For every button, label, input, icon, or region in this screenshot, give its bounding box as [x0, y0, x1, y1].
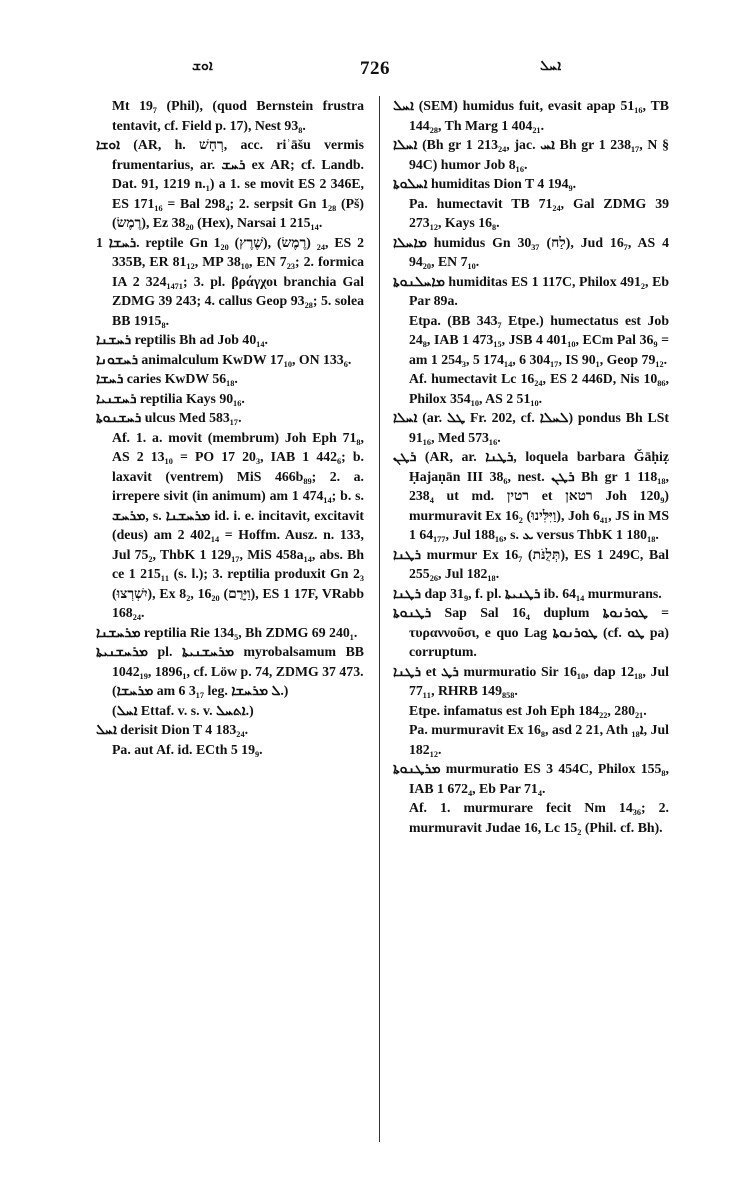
right-column [393, 96, 673, 837]
entry-continuation: Etpe. infamatus est Joh Eph 184₂₂, 280₂₁. [409, 702, 647, 718]
entry-continuation: (ܡܪܚܫܐ am 6 3₁₇ leg. ܠ ܡܪܚܫܐ.) [112, 683, 289, 698]
page-number: 726 [360, 58, 390, 79]
dictionary-entry: ܪܚܫܢܐ reptilis Bh ad Job 40₁₄. [96, 332, 268, 347]
dictionary-entry: ܡܪܚܫܢܝܬܐ pl. ܡܪܚܫܢܝܬܐ myrobalsamum BB 1042₁₉, 1896₁, cf. Löw p. 74, ZDMG 37 473. [96, 644, 368, 679]
dictionary-entry: ܪܛܢ (AR, ar. ܪܛܢܐ, loquela barbara Ǧāḥiẓ Ḥajaṇān III 38₆, nest. ܪܛܢ Bh gr 1 118₁₈, 238₄ ut md. רטין et רטאן Joh 120₉) murmuravit Ex 16₂ (וַיִּלִּינוּ), Joh 6₄₁, JS in MS 1 64₁₇₇, Jul 188₁₆, s. ܥ versus ThbK 1 180₁₈. [393, 449, 673, 542]
dictionary-entry: ܐܚܠܘܬܐ humiditas Dion T 4 194₉. [393, 176, 577, 191]
entry-continuation: Af. humectavit Lc 16₂₄, ES 2 446D, Nis 10₈₆, Philox 354₁₀, AS 2 51₁₀. [409, 371, 673, 406]
dictionary-entry: ܪܚܫܢܝܐ reptilia Kays 90₁₆. [96, 390, 245, 406]
dictionary-entry: ܪܛܢܐ et ܪܛ murmuratio Sir 16₁₀, dap 12₁₈, Jul 77₁₁, RHRB 149₈₅₈. [393, 663, 673, 698]
entry-continuation: Etpa. (BB 343₇ Etpe.) humectatus est Job 24₈, IAB 1 473₁₅, JSB 4 401₁₀, ECm Pal 36₉ = am 1 254₃, 5 174₁₄, 6 304₁₇, IS 90₁, Geop 79₁₂. [409, 312, 673, 367]
dictionary-entry: ܪܚܫܐ caries KwDW 56₁₈. [96, 371, 238, 386]
dictionary-entry: ܪܚܫܐ 1. reptile Gn 1₂₀ (שֶׁרֶץ), ₂₄ (רֶמֶשׂ), ES 2 335B, ER 81₁₂, MP 38₁₀, EN 7₂₃; 2. formica IA 2 324₁₄₇₁; 3. pl. βράγχοι branchia Gal ZDMG 39 243; 4. callus Geop 93₂₈; 5. solea BB 1915₈. [96, 234, 368, 328]
dictionary-entry: ܪܚܫܘܢܐ animalculum KwDW 17₁₀, ON 133₆. [96, 351, 352, 367]
dictionary-entry: ܐܘܫܐ (AR, h. רְחָשׁ, acc. riʾāšu vermis frumentarius, ar. ܪܚܫ ex AR; cf. Landb. Dat. 91, 1219 n.₁) a 1. se movit ES 2 346E, ES 171₁₆ = Bal 298₄; 2. serpsit Gn 1₂₈ (Pš) (רֶמֶשׂ), Ez 38₂₀ (Hex), Narsai 1 215₁₄. [96, 137, 368, 230]
left-column [96, 96, 368, 759]
dictionary-entry: ܡܪܚܫܢܐ reptilia Rie 134₅, Bh ZDMG 69 240₁. [96, 624, 358, 640]
dictionary-entry: ܐܚܠܐ (Bh gr 1 213₂₄, jac. ܐܚ Bh gr 1 238₁₇, N § 94C) humor Job 8₁₆. [393, 137, 673, 172]
entry-continuation: Mt 19₇ (Phil), (quod Bernstein frustra tentavit, cf. Field p. 17), Nest 93₈. [112, 98, 368, 133]
page-header [0, 58, 750, 82]
entry-continuation: Pa. humectavit TB 71₂₄, Gal ZDMG 39 273₁₂, Kays 16₈. [409, 195, 673, 230]
entry-continuation: Pa. murmuravit Ex 16₈, asd 2 21, Ath ܐ₁₈, Jul 182₁₂. [409, 722, 673, 757]
dictionary-entry: ܐܚܠ derisit Dion T 4 183₂₄. [96, 722, 249, 737]
dictionary-entry: ܐܚܠܐ (ar. ܛܠ Fr. 202, cf. ܠܚܠܐ) pondus Bh LSt 91₁₆, Med 573₁₆. [393, 410, 673, 445]
entry-continuation: Af. 1. a. movit (membrum) Joh Eph 71₈, AS 2 13₁₀ = PO 17 20₃, IAB 1 442₆; b. laxavit (ventrem) MiS 466b₈₉; 2. a. irrepere sivit (in animum) am 1 474₁₄; b. s. ܡܪܚܫ, s. ܡܪܚܫܢܐ id. i. e. incitavit, excitavit (deus) am 2 402₁₄ = Hoffm. Ausz. n. 133, Jul 75₂, ThbK 1 129₁₇, MiS 458a₁₄, abs. Bh ce 1 215₁₁ (s. l.); 3. reptilia produxit Gn 2₃ (יִשְׁרְצוּ), Ex 8₂, 16₂₀ (וַיָּרֻם), ES 1 17F, VRabb 168₂₄. [112, 429, 368, 620]
dictionary-entry: ܪܛܢܘܬܐ Sap Sal 16₄ duplum ܛܘܪܢܘܬܐ = τυραννοῦσι, e quo Lag ܛܘܪܢܘܬܐ (cf. ܛܘ pa) corruptum. [393, 605, 673, 659]
entry-continuation: (ܐܚܠ Ettaf. v. s. v. ܐܬܚܠ.) [112, 702, 254, 718]
dictionary-entry: ܪܛܢܐ dap 31₉, f. pl. ܪܛܢܝܬܐ ib. 64₁₄ murmurans. [393, 585, 662, 601]
entry-continuation: Pa. aut Af. id. ECth 5 19₉. [112, 741, 263, 757]
header-right-catchword: ܐܚܠ [540, 58, 562, 74]
dictionary-entry: ܐܚܠ (SEM) humidus fuit, evasit apap 51₁₆, TB 144₂₈, Th Marg 1 404₂₁. [393, 98, 673, 133]
dictionary-entry: ܡܐܚܠܢܘܬܐ humiditas ES 1 117C, Philox 491₂, Eb Par 89a. [393, 273, 673, 308]
dictionary-entry: ܡܪܛܢܘܬܐ murmuratio ES 3 454C, Philox 155₈, IAB 1 672₄, Eb Par 71₄. [393, 761, 673, 796]
column-divider [379, 96, 380, 1142]
dictionary-entry: ܡܐܚܠܐ humidus Gn 30₃₇ (לַח), Jud 16₇, AS 4 94₂₀, EN 7₁₀. [393, 234, 673, 269]
dictionary-entry: ܪܛܢܐ murmur Ex 16₇ (תְּלֻנֹּת), ES 1 249C, Bal 255₂₆, Jul 182₁₈. [393, 546, 673, 581]
dictionary-entry: ܪܚܫܢܘܬܐ ulcus Med 583₁₇. [96, 410, 242, 425]
header-left-catchword: ܐܘܫ [192, 58, 213, 74]
entry-continuation: Af. 1. murmurare fecit Nm 14₃₆; 2. murmuravit Judae 16, Lc 15₂ (Phil. cf. Bh). [409, 800, 673, 835]
